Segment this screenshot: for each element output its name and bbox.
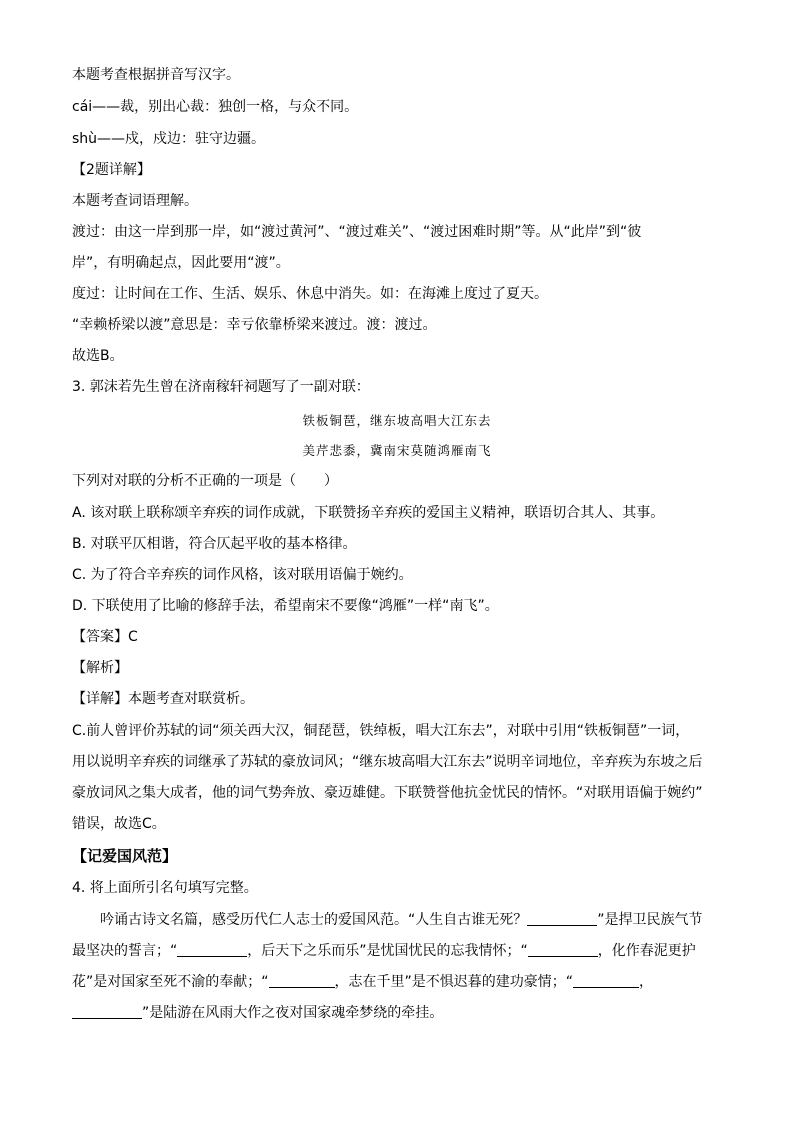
text-segment: 吟诵古诗文名篇，感受历代仁人志士的爱国风范。“人生自古谁无死？ — [100, 912, 528, 928]
paragraph-line — [72, 1003, 443, 1022]
section-title: 【记爱国风范】 — [72, 847, 178, 865]
text-line: “幸赖桥梁以渡”意思是：幸亏依靠桥梁来渡过。渡：渡过。 — [72, 317, 437, 333]
text-line: C.前人曾评价苏轼的词“须关西大汉，铜琵琶，铁绰板，唱大江东去”，对联中引用“铁板铜琶”一词， — [72, 723, 690, 739]
text-segment: ， — [639, 974, 654, 990]
text-segment: ”是陆游在风雨大作之夜对国家魂牵梦绕的牵挂。 — [142, 1005, 444, 1021]
text-segment: ，后天下之乐而乐”是忧国忧民的忘我情怀；“ — [247, 943, 528, 959]
text-segment: 花”是对国家至死不渝的奉献；“ — [72, 974, 269, 990]
question-stem: 3. 郭沫若先生曾在济南稼轩祠题写了一副对联： — [72, 379, 370, 395]
text-line: 度过：让时间在工作、生活、娱乐、休息中消失。如：在海滩上度过了夏天。 — [72, 286, 548, 302]
text-line: 岸”，有明确起点，因此要用“渡”。 — [72, 255, 290, 271]
text-line: 错误，故选C。 — [72, 816, 166, 832]
fill-blank[interactable] — [528, 941, 598, 957]
text-line: 故选B。 — [72, 348, 124, 364]
fill-blank[interactable] — [573, 972, 639, 988]
text-segment: ，志在千里”是不惧迟暮的建功豪情；“ — [334, 974, 574, 990]
fill-blank[interactable] — [177, 941, 247, 957]
text-line: shù——戍，戍边：驻守边疆。 — [72, 131, 266, 147]
text-segment: 最坚决的誓言；“ — [72, 943, 178, 959]
text-segment: ，化作春泥更护 — [597, 943, 696, 959]
couplet-upper: 铁板铜琶，继东坡高唱大江东去 — [302, 413, 492, 428]
section-heading: 【2题详解】 — [72, 162, 151, 178]
text-line: 用以说明辛弃疾的词继承了苏轼的豪放词风；“继东坡高唱大江东去”说明辛词地位，辛弃疾为东坡之后 — [72, 754, 703, 770]
text-line: 渡过：由这一岸到那一岸，如“渡过黄河”、“渡过难关”、“渡过困难时期”等。从“此岸”到“彼 — [72, 224, 642, 240]
couplet-lower: 美芹悲黍，冀南宋莫随鸿雁南飞 — [302, 443, 492, 458]
text-line: 豪放词风之集大成者，他的词气势奔放、豪迈雄健。下联赞誉他抗金忧民的情怀。“对联用语偏于婉约” — [72, 785, 703, 801]
option-c: C. 为了符合辛弃疾的词作风格，该对联用语偏于婉约。 — [72, 567, 413, 583]
answer-label: 【答案】C — [72, 629, 138, 645]
question-prompt: 下列对对联的分析不正确的一项是（ ） — [72, 473, 338, 489]
paragraph-line — [72, 941, 696, 960]
question-stem: 4. 将上面所引名句填写完整。 — [72, 880, 258, 896]
option-d: D. 下联使用了比喻的修辞手法，希望南宋不要像“鸿雁”一样“南飞”。 — [72, 598, 499, 614]
analysis-label: 【解析】 — [72, 660, 128, 676]
text-line: 本题考查词语理解。 — [72, 193, 198, 209]
text-line: 本题考查根据拼音写汉字。 — [72, 67, 240, 83]
paragraph-line — [100, 910, 703, 929]
detail-line: 【详解】本题考查对联赏析。 — [72, 691, 254, 707]
text-line: cái——裁，别出心裁：独创一格，与众不同。 — [72, 99, 359, 115]
fill-blank[interactable] — [527, 910, 597, 926]
paragraph-line — [72, 972, 653, 991]
option-a: A. 该对联上联称颂辛弃疾的词作成就，下联赞扬辛弃疾的爱国主义精神，联语切合其人、其事。 — [72, 505, 665, 521]
fill-blank[interactable] — [72, 1003, 142, 1019]
option-b: B. 对联平仄相谐，符合仄起平收的基本格律。 — [72, 536, 357, 552]
text-segment: ”是捍卫民族气节 — [597, 912, 703, 928]
fill-blank[interactable] — [269, 972, 335, 988]
